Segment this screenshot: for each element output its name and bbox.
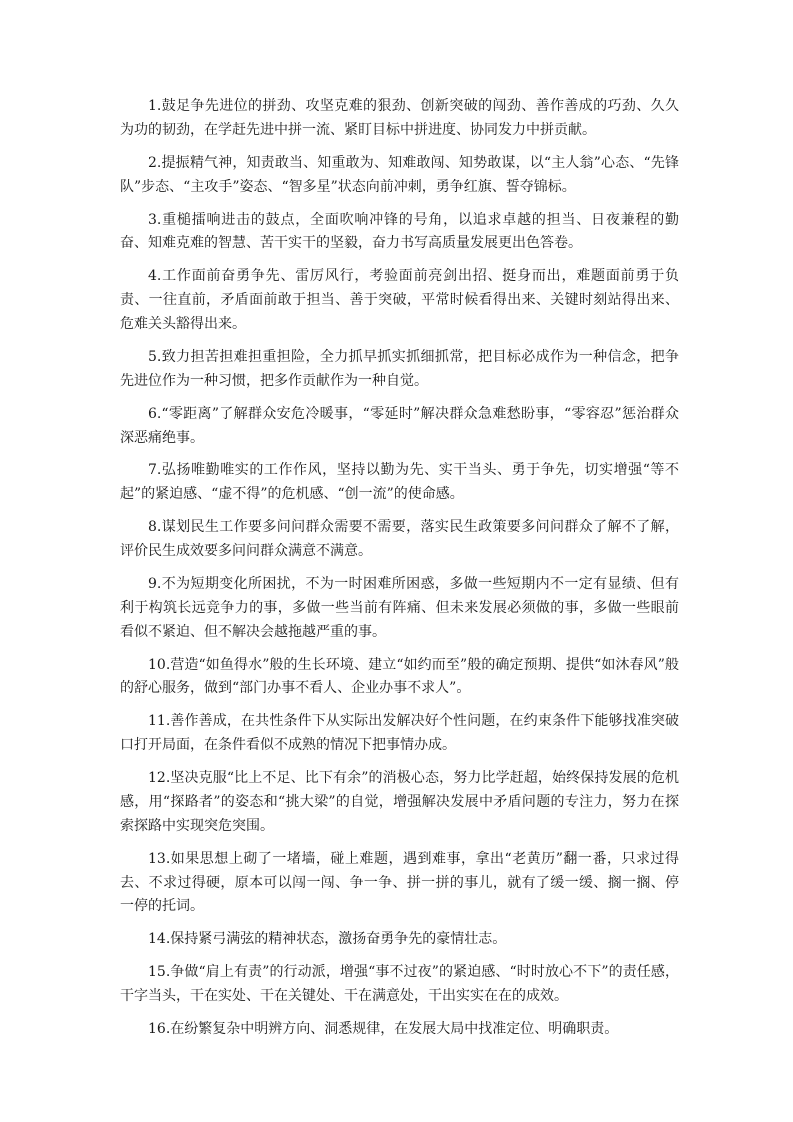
paragraph-15: 15.争做“肩上有责”的行动派，增强“事不过夜”的紧迫感、“时时放心不下”的责任感，干字当头，干在实处、干在关键处、干在满意处，干出实实在在的成效。: [120, 964, 679, 1005]
paragraph-11: 11.善作善成，在共性条件下从实际出发解决好个性问题，在约束条件下能够找准突破口打开局面，在条件看似不成熟的情况下把事情办成。: [120, 713, 679, 754]
paragraph-1: 1.鼓足争先进位的拼劲、攻坚克难的狠劲、创新突破的闯劲、善作善成的巧劲、久久为功的韧劲，在学赶先进中拼一流、紧盯目标中拼进度、协同发力中拼贡献。: [120, 98, 679, 138]
paragraph-8: 8.谋划民生工作要多问问群众需要不需要，落实民生政策要多问问群众了解不了解，评价民生成效要多问问群众满意不满意。: [120, 519, 679, 560]
paragraph-10: 10.营造“如鱼得水”般的生长环境、建立“如约而至”般的确定预期、提供“如沐春风”般的舒心服务，做到“部门办事不看人、企业办事不求人”。: [120, 656, 679, 697]
paragraph-13: 13.如果思想上砌了一堵墙，碰上难题，遇到难事，拿出“老黄历”翻一番，只求过得去、不求过得硬，原本可以闯一闯、争一争、拼一拼的事儿，就有了缓一缓、搁一搁、停一停的托词。: [120, 850, 679, 915]
paragraph-9: 9.不为短期变化所困扰，不为一时困难所困惑，多做一些短期内不一定有显绩、但有利于构筑长远竞争力的事，多做一些当前有阵痛、但未来发展必须做的事，多做一些眼前看似不紧迫、但不解决会越拖越严重的事。: [120, 576, 679, 640]
paragraph-2: 2.提振精气神，知责敢当、知重敢为、知难敢闯、知势敢谋，以“主人翁”心态、“先锋队”步态、“主攻手”姿态、“智多星”状态向前冲刺，勇争红旗、誓夺锦标。: [120, 154, 679, 195]
paragraph-3: 3.重槌擂响进击的鼓点，全面吹响冲锋的号角，以追求卓越的担当、日夜兼程的勤奋、知难克难的智慧、苦干实干的坚毅，奋力书写高质量发展更出色答卷。: [120, 211, 679, 252]
paragraph-12: 12.坚决克服“比上不足、比下有余”的消极心态，努力比学赶超，始终保持发展的危机感，用“探路者”的姿态和“挑大梁”的自觉，增强解决发展中矛盾问题的专注力，努力在探索探路中实现突危突围。: [120, 770, 679, 834]
paragraph-6: 6.“零距离”了解群众安危冷暖事，“零延时”解决群众急难愁盼事，“零容忍”惩治群众深恶痛绝事。: [120, 405, 679, 446]
paragraph-7: 7.弘扬唯勤唯实的工作作风，坚持以勤为先、实干当头、勇于争先，切实增强“等不起”的紧迫感、“虚不得”的危机感、“创一流”的使命感。: [120, 462, 679, 503]
document-page: [120, 95, 679, 1051]
paragraph-4: 4.工作面前奋勇争先、雷厉风行，考验面前亮剑出招、挺身而出，难题面前勇于负责、一往直前，矛盾面前敢于担当、善于突破，平常时候看得出来、关键时刻站得出来、危难关头豁得出来。: [120, 268, 679, 332]
paragraph-16: 16.在纷繁复杂中明辨方向、洞悉规律，在发展大局中找准定位、明确职责。: [148, 1021, 619, 1038]
paragraph-14: 14.保持紧弓满弦的精神状态，激扬奋勇争先的豪情壮志。: [148, 931, 507, 948]
paragraph-5: 5.致力担苦担难担重担险，全力抓早抓实抓细抓常，把目标必成作为一种信念，把争先进位作为一种习惯，把多作贡献作为一种自觉。: [120, 348, 679, 389]
